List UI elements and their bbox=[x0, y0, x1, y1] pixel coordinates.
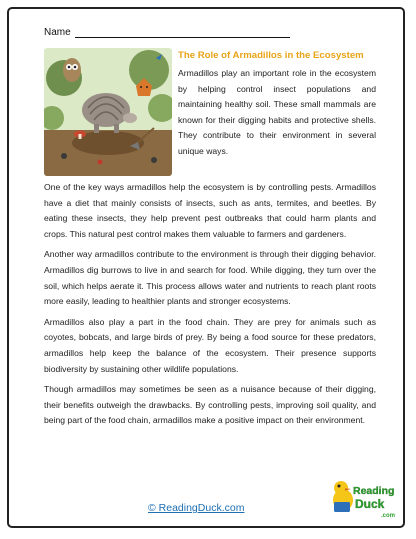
body-paragraph-2: Another way armadillos contribute to the environment is through their digging behavior. Armadillos dig burrows to live in and search for food. While digging, they turn over the soil, which helps aerate it. This process allows water and nutrients to reach plant roots more easily, leading to healthier plants and stronger ecosystems. bbox=[44, 249, 376, 307]
logo-text-reading: Reading bbox=[353, 485, 395, 497]
body-paragraph-4: Though armadillos may sometimes be seen as a nuisance because of their digging, their benefits outweigh the drawbacks. By controlling pests, improving soil quality, and being part of the food chain, armadillos make a positive impact on their environment. bbox=[44, 384, 376, 426]
intro-paragraph: Armadillos play an important role in the ecosystem by helping control insect populations and maintaining healthy soil. These small mammals are known for their digging habits and protective shells. They contribute to their environment in several unique ways. bbox=[178, 68, 376, 156]
logo-text-duck: Duck bbox=[355, 497, 385, 511]
body-paragraph-1: One of the key ways armadillos help the ecosystem is by controlling pests. Armadillos have a diet that mainly consists of insects, such as ants, termites, and beetles. By eating these insects, they help prevent pest outbreaks that could harm plants and crops. This natural pest control makes them valuable to farmers and gardeners. bbox=[44, 182, 376, 239]
name-field-row bbox=[44, 27, 290, 38]
logo-text-com: .com bbox=[381, 513, 396, 519]
footer-link[interactable]: © ReadingDuck.com bbox=[148, 502, 245, 514]
name-input-line[interactable] bbox=[75, 28, 290, 38]
article-body bbox=[44, 180, 376, 434]
name-label: Name bbox=[44, 27, 71, 38]
reading-duck-logo bbox=[331, 476, 397, 522]
article-title: The Role of Armadillos in the Ecosystem bbox=[178, 50, 364, 61]
body-paragraph-3: Armadillos also play a part in the food chain. They are prey for animals such as coyotes, bobcats, and large birds of prey. By being a food source for these predators, armadillos help keep the balance of the ecosystem. Their presence supports biodiversity by sustaining other wildlife populations. bbox=[44, 316, 376, 374]
armadillo-illustration bbox=[44, 48, 172, 176]
